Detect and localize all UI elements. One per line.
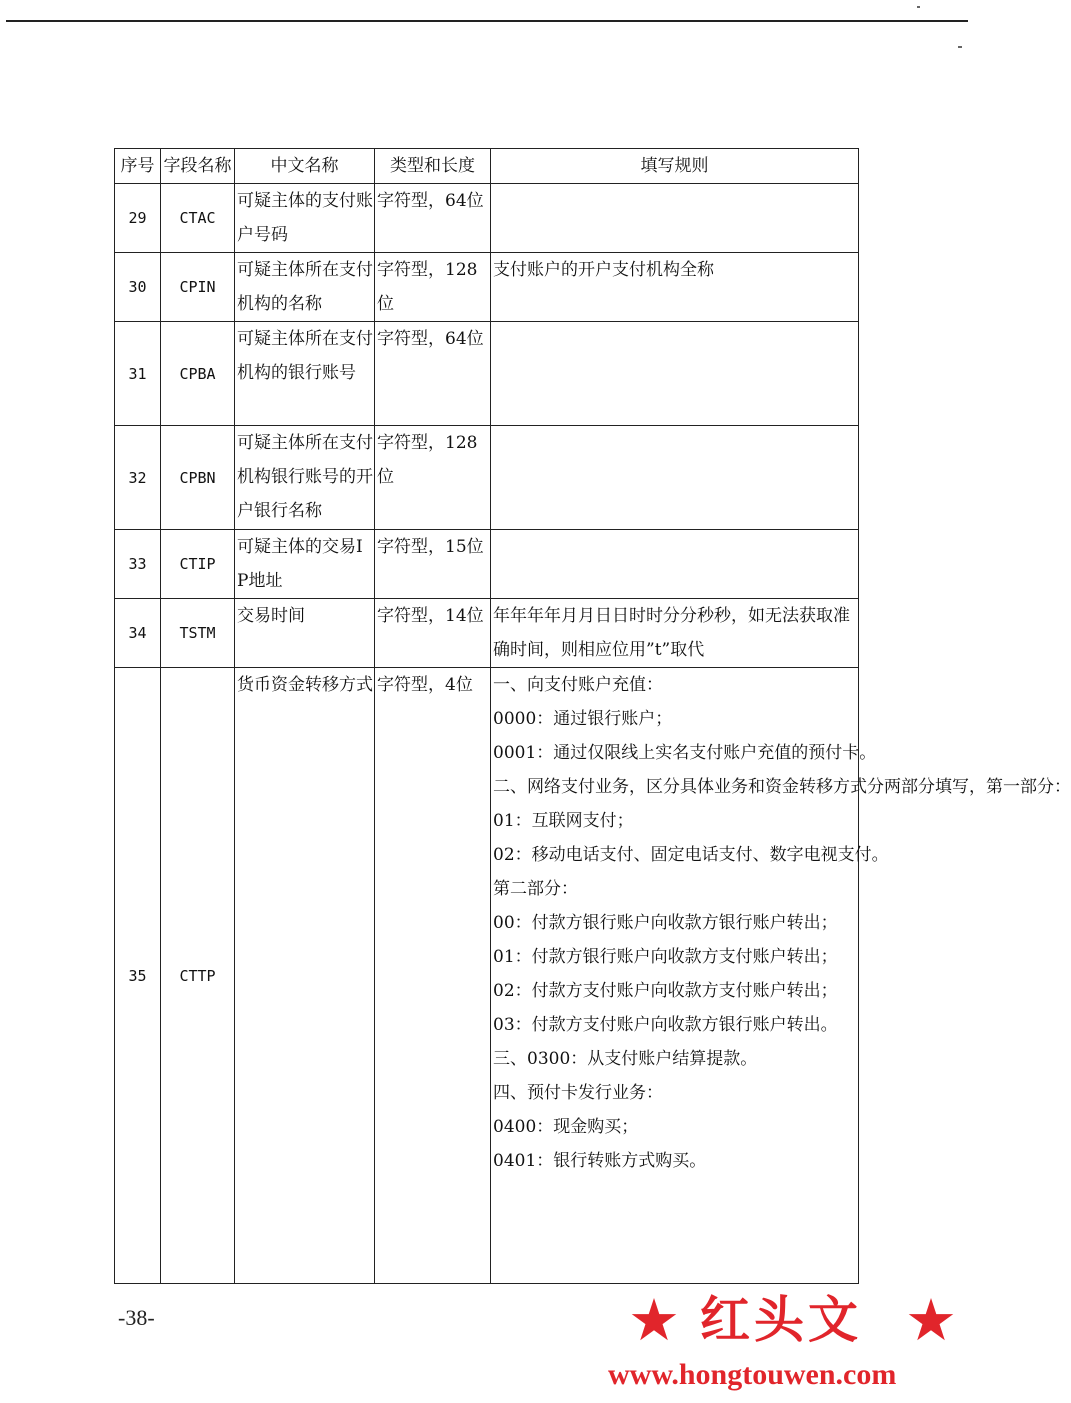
cell-seq: 31: [115, 322, 161, 426]
cell-type-length: 字符型，14位: [375, 599, 491, 668]
cell-seq: 32: [115, 426, 161, 530]
cell-fill-rule: [491, 184, 859, 253]
rule-line: 0000：通过银行账户；: [493, 709, 673, 729]
cell-type-length: 字符型，128位: [375, 426, 491, 530]
rule-line: 03：付款方支付账户向收款方银行账户转出。: [493, 1015, 838, 1035]
cell-chinese-name: 可疑主体的交易IP地址: [235, 530, 375, 599]
rule-line: 0401：银行转账方式购买。: [493, 1151, 707, 1171]
cell-seq: 34: [115, 599, 161, 668]
rule-line: 02：付款方支付账户向收款方支付账户转出；: [493, 981, 838, 1001]
header-chinese-name: 中文名称: [235, 149, 375, 184]
field-spec-table: [114, 148, 1071, 1284]
table-row: [115, 530, 859, 599]
table-row: [115, 184, 859, 253]
cell-fill-rule: [491, 599, 859, 668]
cell-chinese-name: 货币资金转移方式: [235, 668, 375, 1284]
cell-fill-rule: [491, 253, 859, 322]
cell-field-name: CPBA: [161, 322, 235, 426]
cell-fill-rule: [491, 530, 859, 599]
rule-line: 0400：现金购买；: [493, 1117, 639, 1137]
rule-line: 0001：通过仅限线上实名支付账户充值的预付卡。: [493, 743, 877, 763]
cell-type-length: 字符型，64位: [375, 184, 491, 253]
scan-speck: [917, 6, 920, 8]
cell-type-length: 字符型，64位: [375, 322, 491, 426]
rule-line: 四、预付卡发行业务：: [493, 1083, 663, 1103]
cell-fill-rule: [491, 426, 859, 530]
rule-line: 01：付款方银行账户向收款方支付账户转出；: [493, 947, 838, 967]
header-field-name: 字段名称: [161, 149, 235, 184]
cell-chinese-name: 可疑主体的支付账户号码: [235, 184, 375, 253]
cell-field-name: CPIN: [161, 253, 235, 322]
table-row: [115, 322, 859, 426]
cell-field-name: CTTP: [161, 668, 235, 1284]
cell-field-name: CTIP: [161, 530, 235, 599]
cell-seq: 30: [115, 253, 161, 322]
rule-line: 二、网络支付业务，区分具体业务和资金转移方式分两部分填写，第一部分：: [493, 777, 1071, 797]
watermark-url: www.hongtouwen.com: [608, 1358, 897, 1391]
rule-line: 支付账户的开户支付机构全称: [493, 260, 714, 280]
cell-field-name: CPBN: [161, 426, 235, 530]
cell-chinese-name: 可疑主体所在支付机构银行账号的开户银行名称: [235, 426, 375, 530]
rule-line: 02：移动电话支付、固定电话支付、数字电视支付。: [493, 845, 889, 865]
rule-line: 01：互联网支付；: [493, 811, 634, 831]
rule-line: 一、向支付账户充值：: [493, 675, 663, 695]
rule-line: 第二部分：: [493, 879, 578, 899]
header-fill-rule: 填写规则: [491, 149, 859, 184]
rule-line: 三、0300：从支付账户结算提款。: [493, 1049, 758, 1069]
table-header-row: [115, 149, 859, 184]
star-icon: ★: [628, 1286, 680, 1354]
cell-chinese-name: 可疑主体所在支付机构的银行账号: [235, 322, 375, 426]
cell-seq: 33: [115, 530, 161, 599]
rule-line: 00：付款方银行账户向收款方银行账户转出；: [493, 913, 838, 933]
cell-type-length: 字符型，4位: [375, 668, 491, 1284]
scan-speck: [958, 46, 962, 48]
cell-field-name: TSTM: [161, 599, 235, 668]
cell-type-length: 字符型，15位: [375, 530, 491, 599]
header-seq: 序号: [115, 149, 161, 184]
top-rule: [6, 20, 968, 22]
rule-line: 年年年年月月日日时时分分秒秒，如无法获取准确时间，则相应位用”t”取代: [493, 606, 850, 660]
star-icon: ★: [905, 1286, 957, 1354]
cell-seq: 35: [115, 668, 161, 1284]
cell-chinese-name: 可疑主体所在支付机构的名称: [235, 253, 375, 322]
page-number: -38-: [118, 1305, 155, 1330]
header-type-length: 类型和长度: [375, 149, 491, 184]
cell-field-name: CTAC: [161, 184, 235, 253]
table-row: [115, 253, 859, 322]
cell-seq: 29: [115, 184, 161, 253]
watermark-text: 红头文: [700, 1291, 862, 1349]
cell-fill-rule: [491, 322, 859, 426]
cell-type-length: 字符型，128位: [375, 253, 491, 322]
cell-chinese-name: 交易时间: [235, 599, 375, 668]
table-row: [115, 668, 859, 1284]
table-row: [115, 599, 859, 668]
cell-fill-rule: [491, 668, 1071, 1284]
table-row: [115, 426, 859, 530]
